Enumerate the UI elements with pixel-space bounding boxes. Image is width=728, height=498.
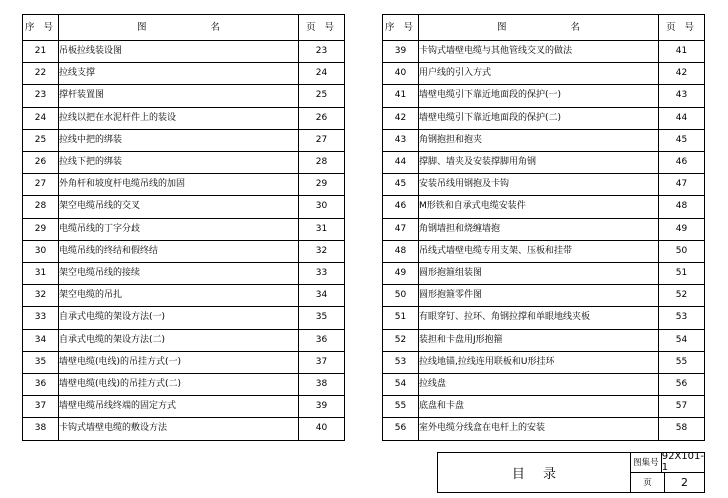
table-row	[23, 285, 345, 307]
title-block	[437, 452, 705, 493]
row-no: 25	[23, 129, 59, 151]
row-page: 31	[299, 218, 345, 240]
row-no: 50	[383, 285, 419, 307]
row-no: 40	[383, 63, 419, 85]
row-page: 48	[659, 196, 705, 218]
row-no: 36	[23, 374, 59, 396]
row-name: 拉线以把在水泥杆件上的装设	[59, 107, 299, 129]
row-no: 32	[23, 285, 59, 307]
table-row	[383, 41, 705, 63]
row-no: 39	[383, 41, 419, 63]
row-page: 34	[299, 285, 345, 307]
row-name: 用户线的引入方式	[419, 63, 659, 85]
row-name: 外角杆和坡度杆电缆吊线的加固	[59, 174, 299, 196]
row-page: 49	[659, 218, 705, 240]
row-name: 拉线盘	[419, 374, 659, 396]
table-row	[383, 329, 705, 351]
page-row	[631, 473, 704, 493]
table-row	[383, 196, 705, 218]
row-page: 37	[299, 351, 345, 373]
row-no: 46	[383, 196, 419, 218]
table-row	[383, 374, 705, 396]
row-no: 37	[23, 396, 59, 418]
table-row	[383, 396, 705, 418]
row-name: 装担和卡盘用J形抱箍	[419, 329, 659, 351]
header-page-right: 页 号	[659, 15, 705, 41]
table-header-row	[383, 15, 705, 41]
row-name: 安装吊线用钢抱及卡钩	[419, 174, 659, 196]
row-no: 47	[383, 218, 419, 240]
row-no: 53	[383, 351, 419, 373]
row-no: 33	[23, 307, 59, 329]
row-page: 42	[659, 63, 705, 85]
table-row	[383, 263, 705, 285]
row-page: 23	[299, 41, 345, 63]
header-no-right: 序 号	[383, 15, 419, 41]
row-page: 33	[299, 263, 345, 285]
row-page: 51	[659, 263, 705, 285]
table-row	[383, 240, 705, 262]
row-no: 54	[383, 374, 419, 396]
row-page: 54	[659, 329, 705, 351]
row-no: 48	[383, 240, 419, 262]
row-name: 角钢抱担和抱夹	[419, 129, 659, 151]
row-no: 56	[383, 418, 419, 440]
row-name: 墙壁电缆引下靠近地面段的保护(二)	[419, 107, 659, 129]
atlas-label: 图集号	[631, 453, 662, 472]
table-row	[23, 307, 345, 329]
row-no: 27	[23, 174, 59, 196]
row-name: 卡钩式墙壁电缆的敷设方法	[59, 418, 299, 440]
row-name: 吊板拉线装设图	[59, 41, 299, 63]
page-title: 目 录	[511, 467, 564, 482]
row-name: 拉线中把的绑装	[59, 129, 299, 151]
table-row	[23, 63, 345, 85]
table-row	[23, 329, 345, 351]
toc-table-right	[382, 14, 705, 441]
row-name: 架空电缆的吊扎	[59, 285, 299, 307]
row-name: 墙壁电缆吊线终端的固定方式	[59, 396, 299, 418]
row-name: 墙壁电缆引下靠近地面段的保护(一)	[419, 85, 659, 107]
row-no: 51	[383, 307, 419, 329]
row-page: 39	[299, 396, 345, 418]
table-row	[383, 63, 705, 85]
page-number: 2	[681, 475, 688, 489]
table-row	[23, 129, 345, 151]
row-page: 52	[659, 285, 705, 307]
row-name: 角钢墙担和烧缠墙抱	[419, 218, 659, 240]
row-no: 34	[23, 329, 59, 351]
row-no: 28	[23, 196, 59, 218]
row-no: 45	[383, 174, 419, 196]
row-page: 44	[659, 107, 705, 129]
row-page: 46	[659, 152, 705, 174]
row-no: 24	[23, 107, 59, 129]
row-name: 拉线下把的绑装	[59, 152, 299, 174]
table-row	[23, 218, 345, 240]
row-no: 26	[23, 152, 59, 174]
row-page: 55	[659, 351, 705, 373]
header-name-left	[59, 15, 299, 41]
table-row	[23, 152, 345, 174]
row-page: 45	[659, 129, 705, 151]
row-name: 拉线地锚,拉线连用联板和U形挂环	[419, 351, 659, 373]
row-no: 42	[383, 107, 419, 129]
title-block-meta	[630, 453, 704, 492]
row-name: M形铁和自承式电缆安装件	[419, 196, 659, 218]
row-name: 底盘和卡盘	[419, 396, 659, 418]
table-row	[23, 196, 345, 218]
table-row	[23, 85, 345, 107]
row-name: 室外电缆分线盒在电杆上的安装	[419, 418, 659, 440]
row-name: 圆形抱箍零件图	[419, 285, 659, 307]
row-no: 41	[383, 85, 419, 107]
row-page: 40	[299, 418, 345, 440]
row-no: 23	[23, 85, 59, 107]
table-row	[383, 152, 705, 174]
row-no: 43	[383, 129, 419, 151]
row-name: 有眼穿钉、拉环、角钢拉撑和单眼地线夹板	[419, 307, 659, 329]
table-header-row	[23, 15, 345, 41]
table-row	[23, 418, 345, 440]
table-row	[383, 85, 705, 107]
header-name-right-char1: 图	[496, 22, 507, 33]
row-page: 38	[299, 374, 345, 396]
row-page: 50	[659, 240, 705, 262]
row-no: 55	[383, 396, 419, 418]
row-name: 撑杆装置图	[59, 85, 299, 107]
header-name-right	[419, 15, 659, 41]
row-page: 56	[659, 374, 705, 396]
row-no: 29	[23, 218, 59, 240]
row-page: 26	[299, 107, 345, 129]
table-row	[383, 174, 705, 196]
table-row	[23, 351, 345, 373]
page-label: 页	[631, 473, 665, 493]
table-row	[23, 374, 345, 396]
row-page: 47	[659, 174, 705, 196]
row-no: 49	[383, 263, 419, 285]
header-no-left: 序 号	[23, 15, 59, 41]
table-row	[383, 218, 705, 240]
row-name: 墙壁电缆(电线)的吊挂方式(二)	[59, 374, 299, 396]
header-page-left: 页 号	[299, 15, 345, 41]
row-name: 撑脚、墙夹及安装撑脚用角钢	[419, 152, 659, 174]
row-no: 44	[383, 152, 419, 174]
row-page: 53	[659, 307, 705, 329]
header-name-left-char1: 图	[136, 22, 147, 33]
table-row	[383, 418, 705, 440]
header-name-right-char2: 名	[570, 22, 581, 33]
row-name: 卡钩式墙壁电缆与其他管线交叉的做法	[419, 41, 659, 63]
table-row	[23, 107, 345, 129]
row-page: 27	[299, 129, 345, 151]
table-row	[23, 174, 345, 196]
row-name: 电缆吊线的丁字分歧	[59, 218, 299, 240]
row-name: 架空电缆吊线的接续	[59, 263, 299, 285]
row-no: 35	[23, 351, 59, 373]
table-row	[383, 351, 705, 373]
row-page: 57	[659, 396, 705, 418]
table-row	[383, 307, 705, 329]
row-page: 25	[299, 85, 345, 107]
row-name: 自承式电缆的架设方法(二)	[59, 329, 299, 351]
row-name: 圆形抱箍组装图	[419, 263, 659, 285]
table-row	[23, 41, 345, 63]
row-name: 墙壁电缆(电线)的吊挂方式(一)	[59, 351, 299, 373]
toc-table-left	[22, 14, 345, 441]
table-row	[23, 396, 345, 418]
row-name: 自承式电缆的架设方法(一)	[59, 307, 299, 329]
row-page: 24	[299, 63, 345, 85]
table-row	[383, 129, 705, 151]
row-no: 38	[23, 418, 59, 440]
row-page: 41	[659, 41, 705, 63]
row-page: 43	[659, 85, 705, 107]
row-name: 电缆吊线的终结和假终结	[59, 240, 299, 262]
row-page: 35	[299, 307, 345, 329]
table-row	[383, 285, 705, 307]
row-no: 52	[383, 329, 419, 351]
row-page: 30	[299, 196, 345, 218]
row-name: 吊线式墙壁电缆专用支架、压板和挂带	[419, 240, 659, 262]
atlas-row	[631, 453, 704, 473]
row-no: 21	[23, 41, 59, 63]
table-row	[23, 240, 345, 262]
row-page: 29	[299, 174, 345, 196]
row-page: 28	[299, 152, 345, 174]
row-page: 36	[299, 329, 345, 351]
table-row	[383, 107, 705, 129]
row-no: 30	[23, 240, 59, 262]
row-name: 拉线支撑	[59, 63, 299, 85]
row-no: 31	[23, 263, 59, 285]
row-page: 32	[299, 240, 345, 262]
table-row	[23, 263, 345, 285]
row-page: 58	[659, 418, 705, 440]
row-no: 22	[23, 63, 59, 85]
title-block-title-cell	[438, 453, 630, 492]
header-name-left-char2: 名	[210, 22, 221, 33]
row-name: 架空电缆吊线的交叉	[59, 196, 299, 218]
atlas-value: 92X101-1	[661, 451, 704, 474]
